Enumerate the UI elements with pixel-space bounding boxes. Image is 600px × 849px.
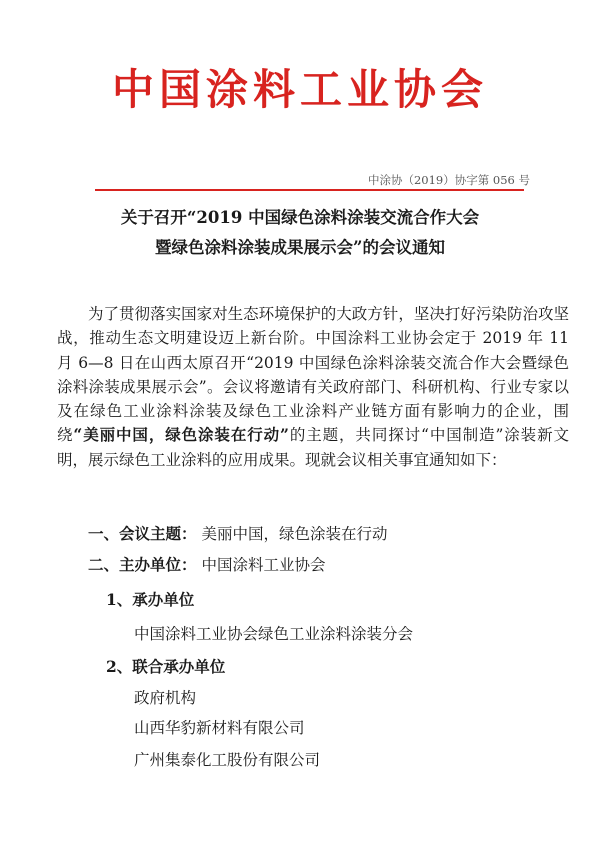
- letterhead-divider: [95, 189, 524, 191]
- intro-theme-emphasis: “美丽中国，绿色涂装在行动”: [73, 425, 289, 445]
- co-organizer-item: 山西华豹新材料有限公司: [134, 719, 305, 737]
- co-organizer-item: 政府机构: [134, 689, 197, 707]
- intro-paragraph: [57, 302, 569, 472]
- organizer-name: 中国涂料工业协会绿色工业涂料涂装分会: [134, 625, 414, 643]
- notice-title-line-1: 关于召开“2019 中国绿色涂料涂装交流合作大会: [120, 208, 480, 227]
- notice-title-line-2: 暨绿色涂料涂装成果展示会”的会议通知: [155, 238, 445, 257]
- section-theme-label: 一、会议主题：: [88, 524, 197, 543]
- org-letterhead-title: 中国涂料工业协会: [111, 65, 488, 114]
- intro-text-part-1: 为了贯彻落实国家对生态环境保护的大政方针，坚决打好污染防治攻坚战，推动生态文明建设迈上新台阶。中国涂料工业协会定于 2019 年 11 月 6—8 日在山西太原召开“2019 中国绿色涂料涂装交流合作大会暨绿色涂料涂装成果展示会”。会议将邀请有关政府部门、科研机构、行业专家以及在绿色工业涂料涂装及绿色工业涂料产业链方面有影响力的企业，围绕: [57, 305, 569, 445]
- co-organizer-heading: 2、联合承办单位: [106, 657, 226, 676]
- section-host: [88, 554, 325, 576]
- section-host-label: 二、主办单位：: [88, 555, 197, 574]
- organizer-heading: 1、承办单位: [106, 590, 195, 609]
- section-host-value: 中国涂料工业协会: [201, 556, 326, 574]
- document-number: 中涂协（2019）协字第 056 号: [367, 173, 530, 187]
- co-organizer-item: 广州集泰化工股份有限公司: [134, 751, 321, 769]
- section-theme: [88, 523, 387, 545]
- intro-text-part-2: 的主题，共同探讨“中国制造”涂装新文明，展示绿色工业涂料的应用成果。现就会议相关事宜通知如下：: [57, 426, 569, 469]
- section-theme-value: 美丽中国，绿色涂装在行动: [201, 525, 388, 543]
